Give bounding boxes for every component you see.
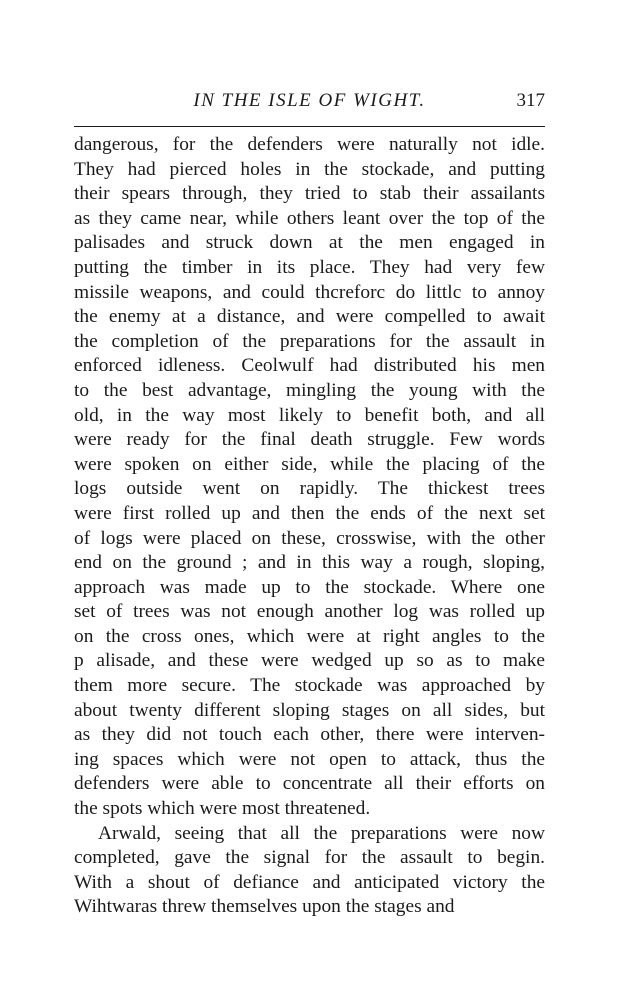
header-rule <box>74 126 545 127</box>
text-line: were first rolled up and then the ends of the next set <box>74 502 545 524</box>
text-line: end on the ground ; and in this way a rough, sloping, <box>74 552 545 574</box>
text-line: as they came near, while others leant over the top of the <box>74 207 545 229</box>
text-line: ing spaces which were not open to attack, thus the <box>74 748 545 770</box>
text-line: the completion of the preparations for the assault in <box>74 330 545 352</box>
text-line: of logs were placed on these, crosswise, with the other <box>74 527 545 549</box>
text-line: putting the timber in its place. They had very few <box>74 256 545 278</box>
text-line: defenders were able to concentrate all their efforts on <box>74 773 545 795</box>
running-head <box>74 86 545 116</box>
text-line: completed, gave the signal for the assault to begin. <box>74 847 545 869</box>
text-line: Arwald, seeing that all the preparations were now <box>98 822 545 844</box>
text-line: the spots which were most threatened. <box>74 798 371 820</box>
text-line: missile weapons, and could thcreforc do littlc to annoy <box>74 281 545 303</box>
page-number: 317 <box>516 90 545 111</box>
running-title: IN THE ISLE OF WIGHT. <box>193 90 426 111</box>
text-line: set of trees was not enough another log was rolled up <box>74 601 545 623</box>
text-line: to the best advantage, mingling the young with the <box>74 379 545 401</box>
text-line: about twenty different sloping stages on all sides, but <box>74 699 545 721</box>
text-line: With a shout of defiance and anticipated victory the <box>74 871 545 893</box>
text-line: them more secure. The stockade was approached by <box>74 675 545 697</box>
paragraph <box>74 133 545 822</box>
text-line: were ready for the final death struggle. Few words <box>74 429 545 451</box>
body-text <box>74 133 545 920</box>
text-line: They had pierced holes in the stockade, and putting <box>74 158 545 180</box>
text-line: enforced idleness. Ceolwulf had distributed his men <box>74 355 545 377</box>
text-line: on the cross ones, which were at right angles to the <box>74 625 545 647</box>
text-line: their spears through, they tried to stab their assailants <box>74 183 545 205</box>
text-line: Wihtwaras threw themselves upon the stages and <box>74 896 455 918</box>
paragraph <box>74 822 545 920</box>
text-line: dangerous, for the defenders were naturally not idle. <box>74 134 545 155</box>
text-line: logs outside went on rapidly. The thickest trees <box>74 478 545 500</box>
text-line: the enemy at a distance, and were compelled to await <box>74 306 545 328</box>
text-line: approach was made up to the stockade. Where one <box>74 576 545 598</box>
text-line: old, in the way most likely to benefit both, and all <box>74 404 545 426</box>
text-line: as they did not touch each other, there were interven- <box>74 724 545 746</box>
text-line: were spoken on either side, while the placing of the <box>74 453 545 475</box>
text-line: p alisade, and these were wedged up so as to make <box>74 650 545 672</box>
text-line: palisades and struck down at the men engaged in <box>74 232 545 254</box>
